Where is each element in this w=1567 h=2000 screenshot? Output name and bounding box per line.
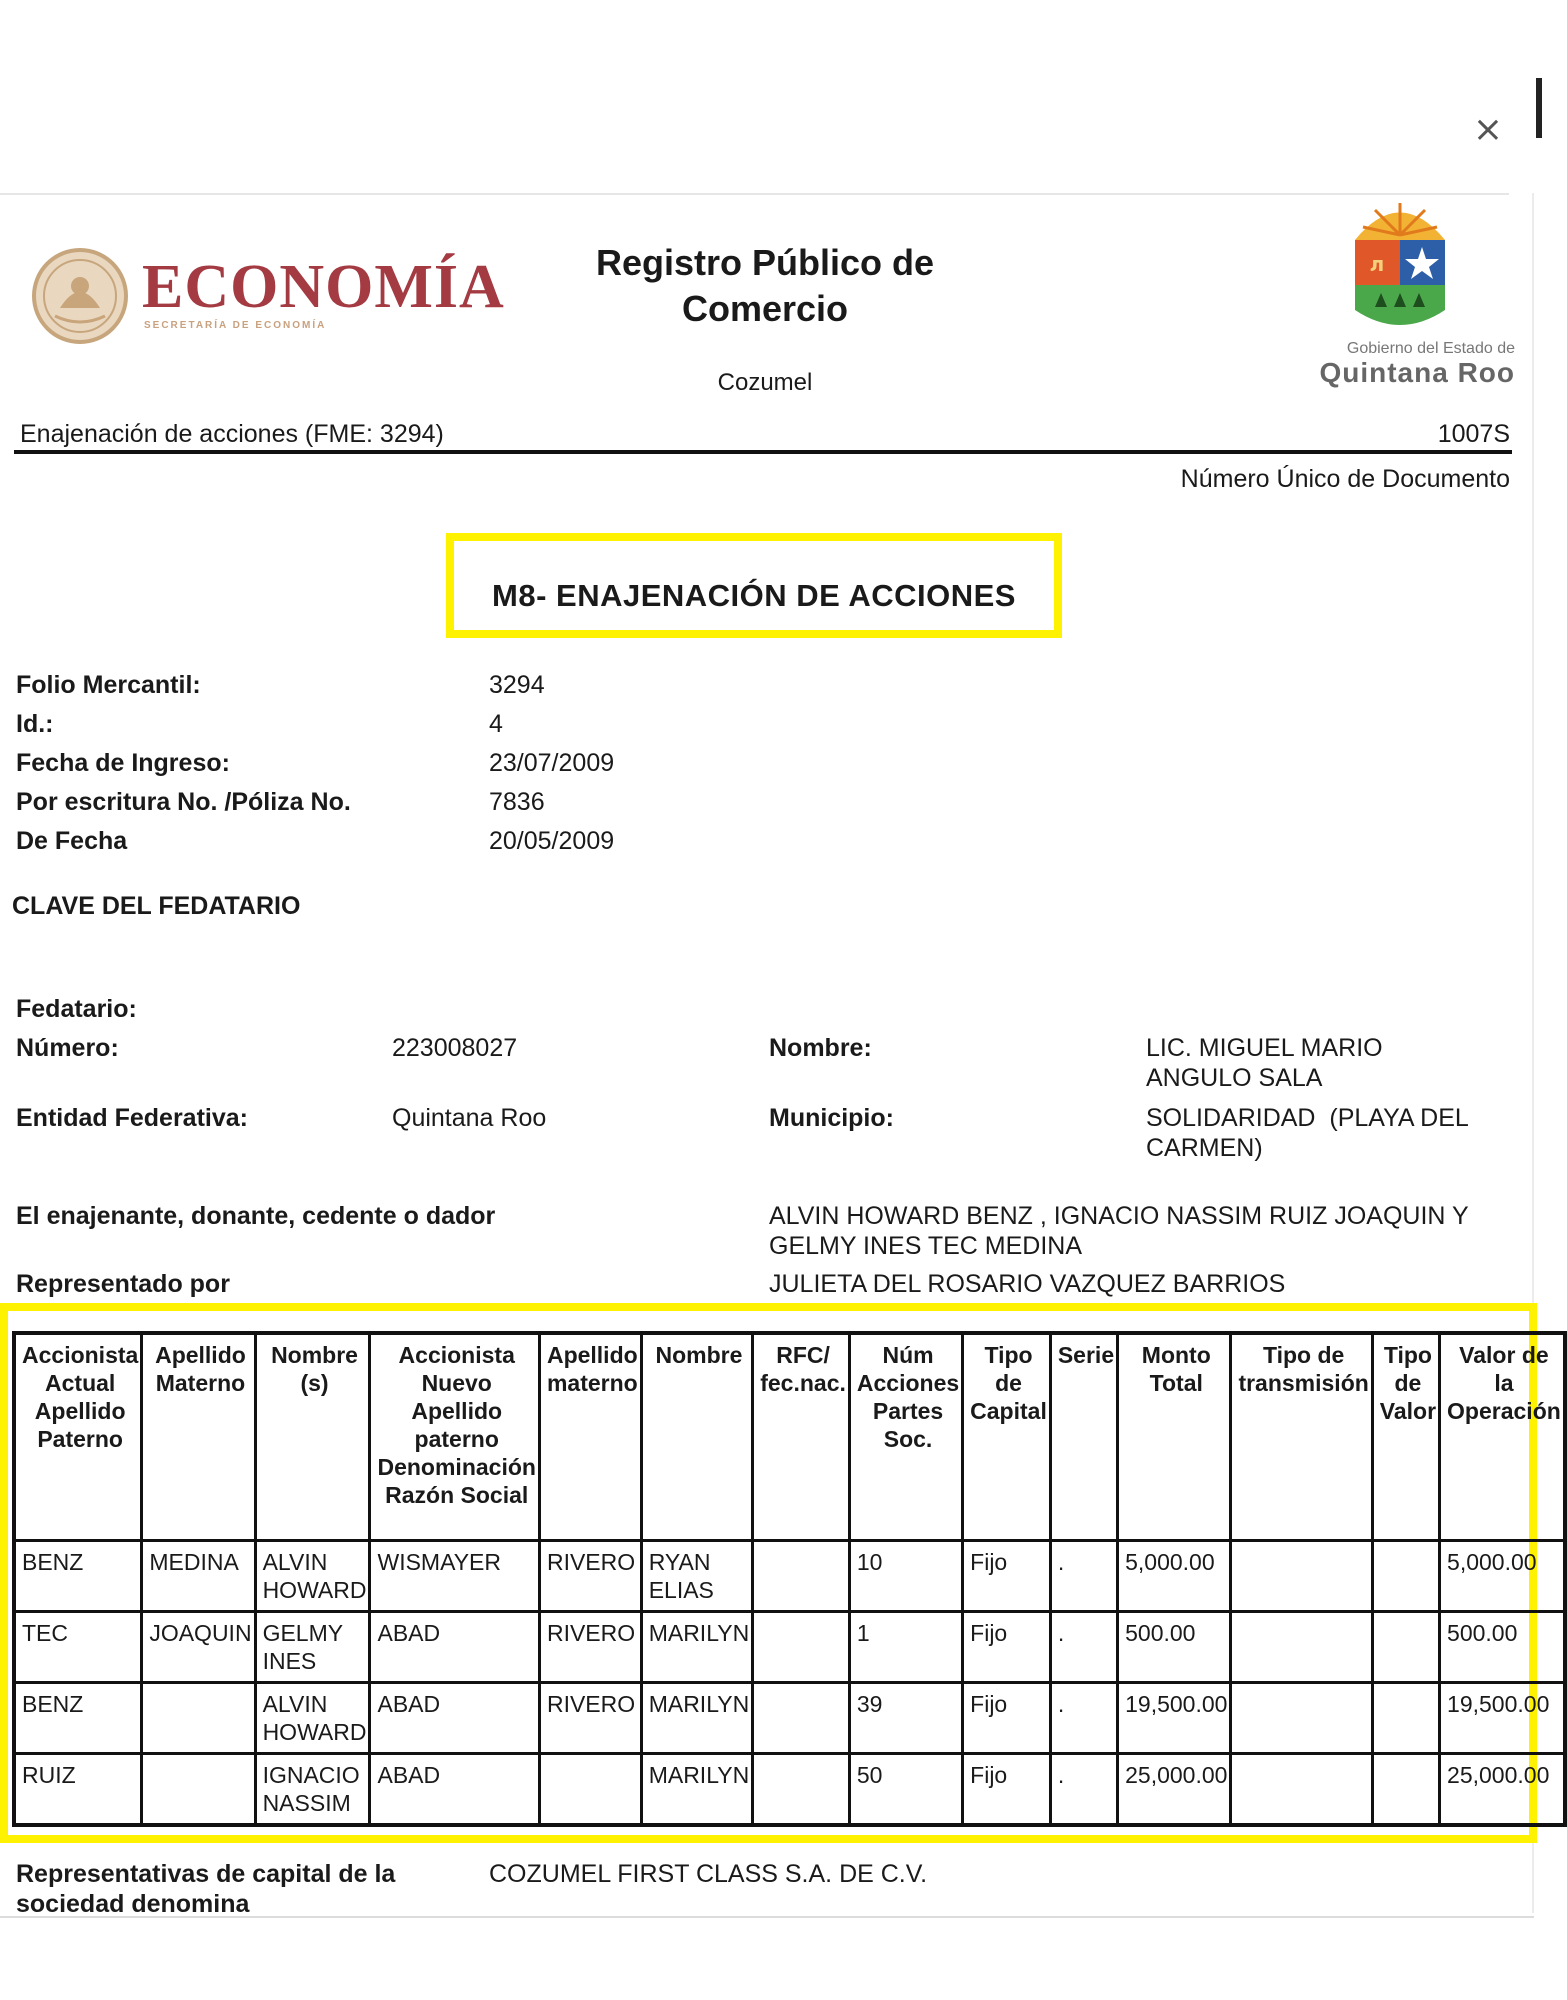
table-cell: 19,500.00 — [1118, 1683, 1231, 1754]
fedatario-numero-label: Número: — [16, 1034, 119, 1062]
representado-label: Representado por — [16, 1270, 230, 1298]
column-header: Tipo de transmisión — [1231, 1333, 1372, 1541]
table-cell: BENZ — [14, 1541, 142, 1612]
column-header: Tipo de Capital — [963, 1333, 1051, 1541]
field-label-id: Id.: — [16, 710, 54, 738]
table-cell — [753, 1683, 850, 1754]
table-cell: IGNACIO NASSIM — [255, 1754, 370, 1826]
table-cell — [1372, 1683, 1439, 1754]
field-value-fecha-ingreso: 23/07/2009 — [489, 749, 615, 777]
svg-text:л: л — [1369, 252, 1385, 276]
column-header: Accionista Actual Apellido Paterno — [14, 1333, 142, 1541]
column-header: Nombre — [641, 1333, 753, 1541]
column-header: Tipo de Valor — [1372, 1333, 1439, 1541]
table-cell — [1231, 1754, 1372, 1826]
city-label: Cozumel — [717, 369, 813, 396]
field-value-escritura: 7836 — [489, 788, 545, 816]
table-cell: 25,000.00 — [1440, 1754, 1565, 1826]
table-cell: Fijo — [963, 1612, 1051, 1683]
page-title — [540, 240, 990, 332]
table-cell: MEDINA — [142, 1541, 255, 1612]
field-label-folio: Folio Mercantil: — [16, 671, 201, 699]
fedatario-nombre-line-1: LIC. MIGUEL MARIO — [1146, 1034, 1383, 1062]
economia-subtitle: SECRETARÍA DE ECONOMÍA — [144, 320, 327, 331]
document-subtitle: Enajenación de acciones (FME: 3294) — [20, 420, 444, 448]
column-header: Núm Acciones Partes Soc. — [849, 1333, 962, 1541]
document-code: 1007S — [1437, 420, 1510, 448]
header-rule — [14, 450, 1512, 454]
mexico-seal-icon — [30, 246, 130, 346]
table-cell: ABAD — [370, 1754, 539, 1826]
table-cell: ABAD — [370, 1683, 539, 1754]
table-row — [14, 1683, 1565, 1754]
form-title: M8- ENAJENACIÓN DE ACCIONES — [492, 578, 1016, 613]
table-cell: . — [1050, 1541, 1117, 1612]
table-cell: RIVERO — [539, 1612, 641, 1683]
table-cell: MARILYN — [641, 1754, 753, 1826]
table-cell: 10 — [849, 1541, 962, 1612]
fedatario-municipio-label: Municipio: — [769, 1104, 894, 1132]
table-cell: 25,000.00 — [1118, 1754, 1231, 1826]
table-cell: BENZ — [14, 1683, 142, 1754]
enajenante-line-2: GELMY INES TEC MEDINA — [769, 1232, 1083, 1260]
table-cell — [1231, 1541, 1372, 1612]
fedatario-municipio-line-2: CARMEN) — [1146, 1134, 1263, 1162]
enajenante-label: El enajenante, donante, cedente o dador — [16, 1202, 496, 1230]
table-cell: TEC — [14, 1612, 142, 1683]
table-cell: WISMAYER — [370, 1541, 539, 1612]
table-cell — [753, 1754, 850, 1826]
title-line-1: Registro Público de — [595, 242, 935, 283]
table-cell: 19,500.00 — [1440, 1683, 1565, 1754]
quintana-roo-gob-label: Gobierno del Estado de — [1346, 340, 1515, 357]
table-cell: Fijo — [963, 1541, 1051, 1612]
field-label-fecha-ingreso: Fecha de Ingreso: — [16, 749, 230, 777]
table-cell — [1372, 1754, 1439, 1826]
fedatario-nombre-line-2: ANGULO SALA — [1146, 1064, 1323, 1092]
table-cell: Fijo — [963, 1754, 1051, 1826]
table-cell: GELMY INES — [255, 1612, 370, 1683]
table-cell — [1231, 1612, 1372, 1683]
title-line-2: Comercio — [681, 288, 849, 329]
table-cell: . — [1050, 1683, 1117, 1754]
column-header: Serie — [1050, 1333, 1117, 1541]
section-title-fedatario: CLAVE DEL FEDATARIO — [12, 892, 301, 920]
fedatario-entidad-label: Entidad Federativa: — [16, 1104, 248, 1132]
field-value-id: 4 — [489, 710, 503, 738]
table-cell — [142, 1754, 255, 1826]
table-cell — [753, 1612, 850, 1683]
field-label-de-fecha: De Fecha — [16, 827, 128, 855]
enajenante-line-1: ALVIN HOWARD BENZ , IGNACIO NASSIM RUIZ JOAQUIN Y — [769, 1202, 1469, 1230]
column-header: RFC/ fec.nac. — [753, 1333, 850, 1541]
quintana-roo-logo — [1285, 195, 1515, 395]
table-cell: MARILYN — [641, 1612, 753, 1683]
column-header: Valor de la Operación — [1440, 1333, 1565, 1541]
table-cell: . — [1050, 1754, 1117, 1826]
table-cell: ALVIN HOWARD — [255, 1683, 370, 1754]
table-header-row — [14, 1333, 1565, 1541]
field-value-folio: 3294 — [489, 671, 545, 699]
fedatario-numero-value: 223008027 — [392, 1034, 518, 1062]
field-label-escritura: Por escritura No. /Póliza No. — [16, 788, 351, 816]
column-header: Nombre (s) — [255, 1333, 370, 1541]
table-cell: 1 — [849, 1612, 962, 1683]
table-cell: 500.00 — [1440, 1612, 1565, 1683]
fedatario-entidad-value: Quintana Roo — [392, 1104, 547, 1132]
window-edge — [1536, 78, 1542, 138]
table-cell: RUIZ — [14, 1754, 142, 1826]
top-divider — [0, 193, 1509, 195]
table-cell: 500.00 — [1118, 1612, 1231, 1683]
table-cell: MARILYN — [641, 1683, 753, 1754]
shares-table — [12, 1331, 1567, 1827]
fedatario-heading: Fedatario: — [16, 995, 137, 1023]
table-cell: RYAN ELIAS — [641, 1541, 753, 1612]
footer-company-value: COZUMEL FIRST CLASS S.A. DE C.V. — [489, 1860, 928, 1888]
economia-wordmark: ECONOMÍA — [142, 253, 505, 321]
column-header: Apellido Materno — [142, 1333, 255, 1541]
table-cell: Fijo — [963, 1683, 1051, 1754]
table-cell: ABAD — [370, 1612, 539, 1683]
column-header: Apellido materno — [539, 1333, 641, 1541]
table-cell: 5,000.00 — [1440, 1541, 1565, 1612]
table-cell — [753, 1541, 850, 1612]
table-cell: 39 — [849, 1683, 962, 1754]
footer-label-line-1: Representativas de capital de la — [16, 1860, 396, 1888]
field-value-de-fecha: 20/05/2009 — [489, 827, 615, 855]
table-cell: 5,000.00 — [1118, 1541, 1231, 1612]
column-header: Accionista Nuevo Apellido paterno Denominación Razón Social — [370, 1333, 539, 1541]
table-row — [14, 1612, 1565, 1683]
table-cell: JOAQUIN — [142, 1612, 255, 1683]
quintana-roo-name: Quintana Roo — [1319, 357, 1515, 388]
table-cell: 50 — [849, 1754, 962, 1826]
table-cell — [1231, 1683, 1372, 1754]
economia-logo — [30, 242, 505, 350]
table-cell: . — [1050, 1612, 1117, 1683]
table-cell: RIVERO — [539, 1541, 641, 1612]
fedatario-nombre-label: Nombre: — [769, 1034, 872, 1062]
table-row — [14, 1541, 1565, 1612]
footer-label-line-2: sociedad denomina — [16, 1890, 250, 1918]
table-row — [14, 1754, 1565, 1826]
nud-label: Número Único de Documento — [1180, 465, 1510, 493]
quintana-roo-shield-icon — [1345, 195, 1455, 340]
table-cell — [539, 1754, 641, 1826]
table-cell — [1372, 1541, 1439, 1612]
representado-value: JULIETA DEL ROSARIO VAZQUEZ BARRIOS — [769, 1270, 1286, 1298]
close-icon[interactable]: × — [1472, 109, 1504, 150]
column-header: Monto Total — [1118, 1333, 1231, 1541]
fedatario-municipio-line-1: SOLIDARIDAD (PLAYA DEL — [1146, 1104, 1469, 1132]
table-cell — [142, 1683, 255, 1754]
table-cell: ALVIN HOWARD — [255, 1541, 370, 1612]
table-cell: RIVERO — [539, 1683, 641, 1754]
table-cell — [1372, 1612, 1439, 1683]
